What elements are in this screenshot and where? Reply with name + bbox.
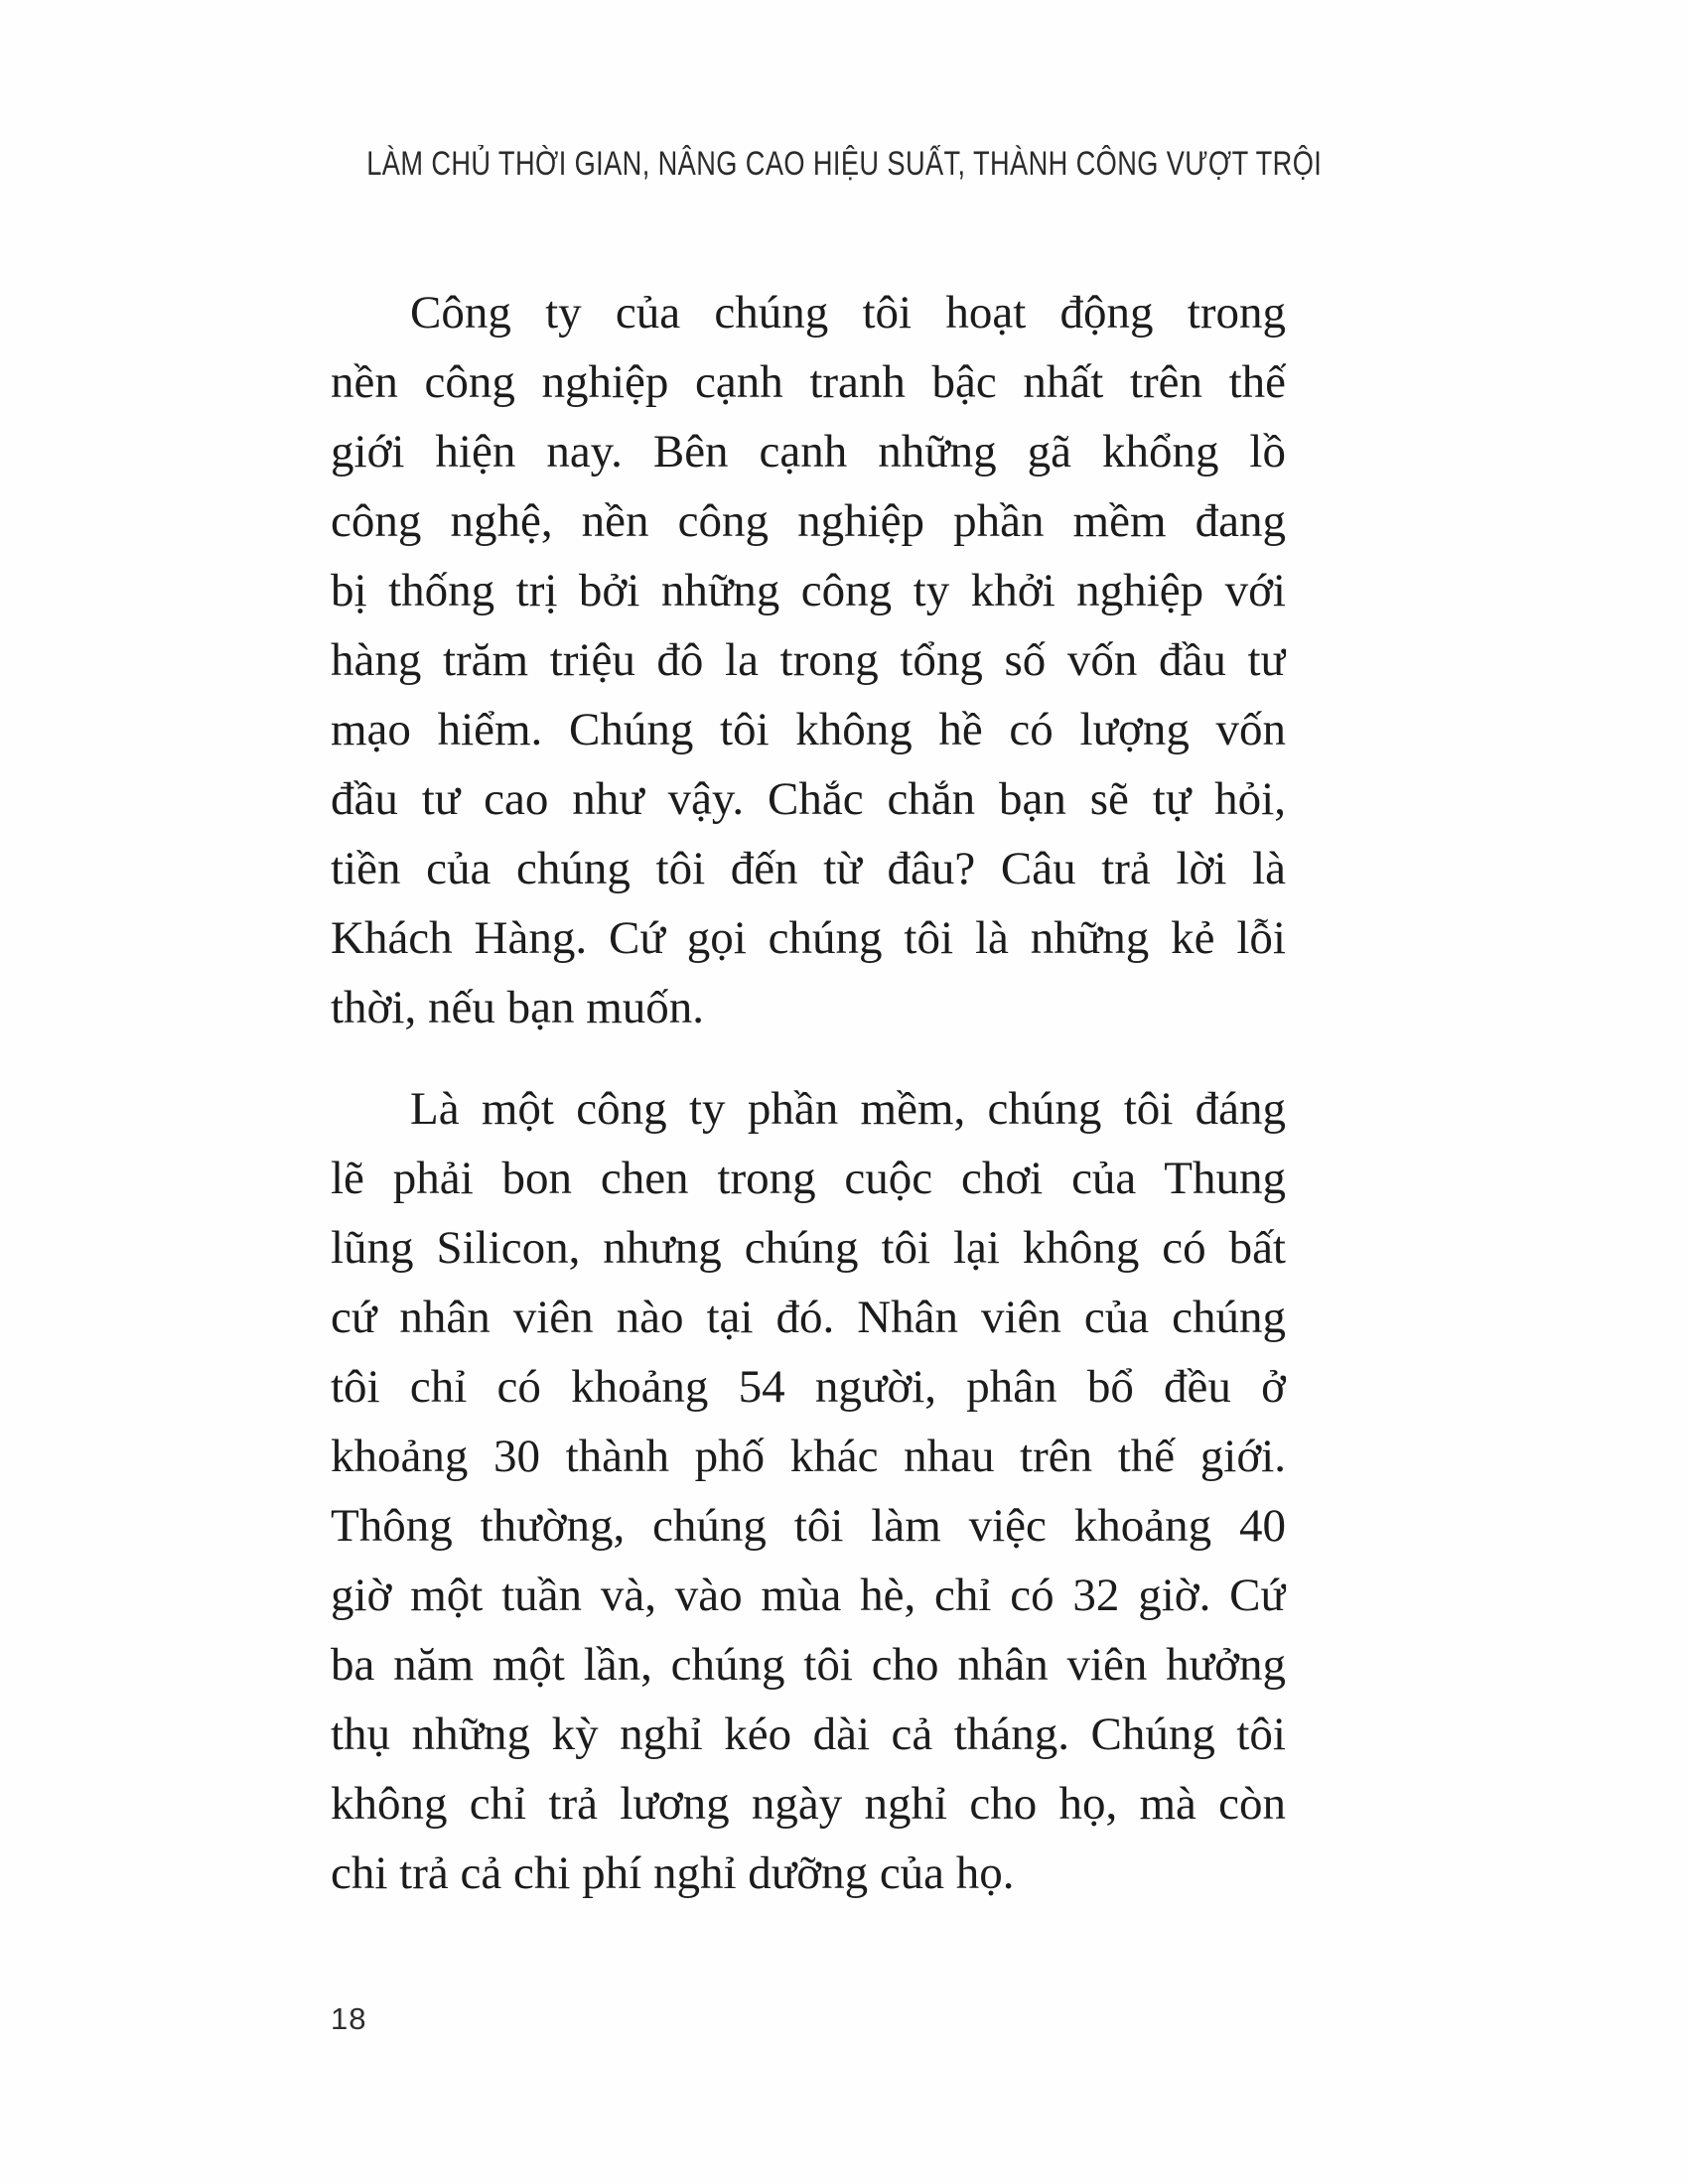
text-line: ba năm một lần, chúng tôi cho nhân viên hưởng: [331, 1639, 1286, 1691]
text-line: công nghệ, nền công nghiệp phần mềm đang: [331, 495, 1286, 547]
text-line: lẽ phải bon chen trong cuộc chơi của Thung: [331, 1153, 1286, 1204]
text-line: nền công nghiệp cạnh tranh bậc nhất trên thế: [331, 356, 1286, 408]
text-line: giới hiện nay. Bên cạnh những gã khổng lồ: [331, 426, 1286, 478]
text-line: bị thống trị bởi những công ty khởi nghiệp với: [331, 565, 1286, 616]
paragraph-2: [331, 1074, 1286, 1908]
text-line: thời, nếu bạn muốn.: [331, 982, 704, 1033]
text-line: Là một công ty phần mềm, chúng tôi đáng: [410, 1083, 1286, 1135]
paragraph-1: [331, 278, 1286, 1042]
text-line: chi trả cả chi phí nghỉ dưỡng của họ.: [331, 1847, 1015, 1899]
text-line: giờ một tuần và, vào mùa hè, chỉ có 32 giờ. Cứ: [331, 1570, 1286, 1621]
text-line: hàng trăm triệu đô la trong tổng số vốn đầu tư: [331, 634, 1286, 686]
text-line: lũng Silicon, nhưng chúng tôi lại không có bất: [331, 1222, 1286, 1274]
running-header: [0, 145, 1688, 184]
text-line: đầu tư cao như vậy. Chắc chắn bạn sẽ tự hỏi,: [331, 773, 1286, 825]
page-number: 18: [331, 2001, 367, 2036]
text-line: Công ty của chúng tôi hoạt động trong: [410, 287, 1286, 339]
text-line: Thông thường, chúng tôi làm việc khoảng 40: [331, 1500, 1286, 1552]
text-line: cứ nhân viên nào tại đó. Nhân viên của chúng: [331, 1292, 1286, 1343]
text-line: không chỉ trả lương ngày nghỉ cho họ, mà còn: [331, 1778, 1286, 1830]
running-header-text: LÀM CHỦ THỜI GIAN, NÂNG CAO HIỆU SUẤT, THÀNH CÔNG VƯỢT TRỘI: [366, 145, 1322, 183]
text-line: thụ những kỳ nghỉ kéo dài cả tháng. Chúng tôi: [331, 1708, 1286, 1760]
page-body: [331, 278, 1286, 1908]
text-line: tôi chỉ có khoảng 54 người, phân bổ đều ở: [331, 1361, 1286, 1413]
text-line: mạo hiểm. Chúng tôi không hề có lượng vốn: [331, 704, 1286, 755]
text-line: khoảng 30 thành phố khác nhau trên thế giới.: [331, 1431, 1286, 1482]
text-line: tiền của chúng tôi đến từ đâu? Câu trả lời là: [331, 843, 1286, 894]
text-line: Khách Hàng. Cứ gọi chúng tôi là những kẻ lỗi: [331, 912, 1286, 964]
